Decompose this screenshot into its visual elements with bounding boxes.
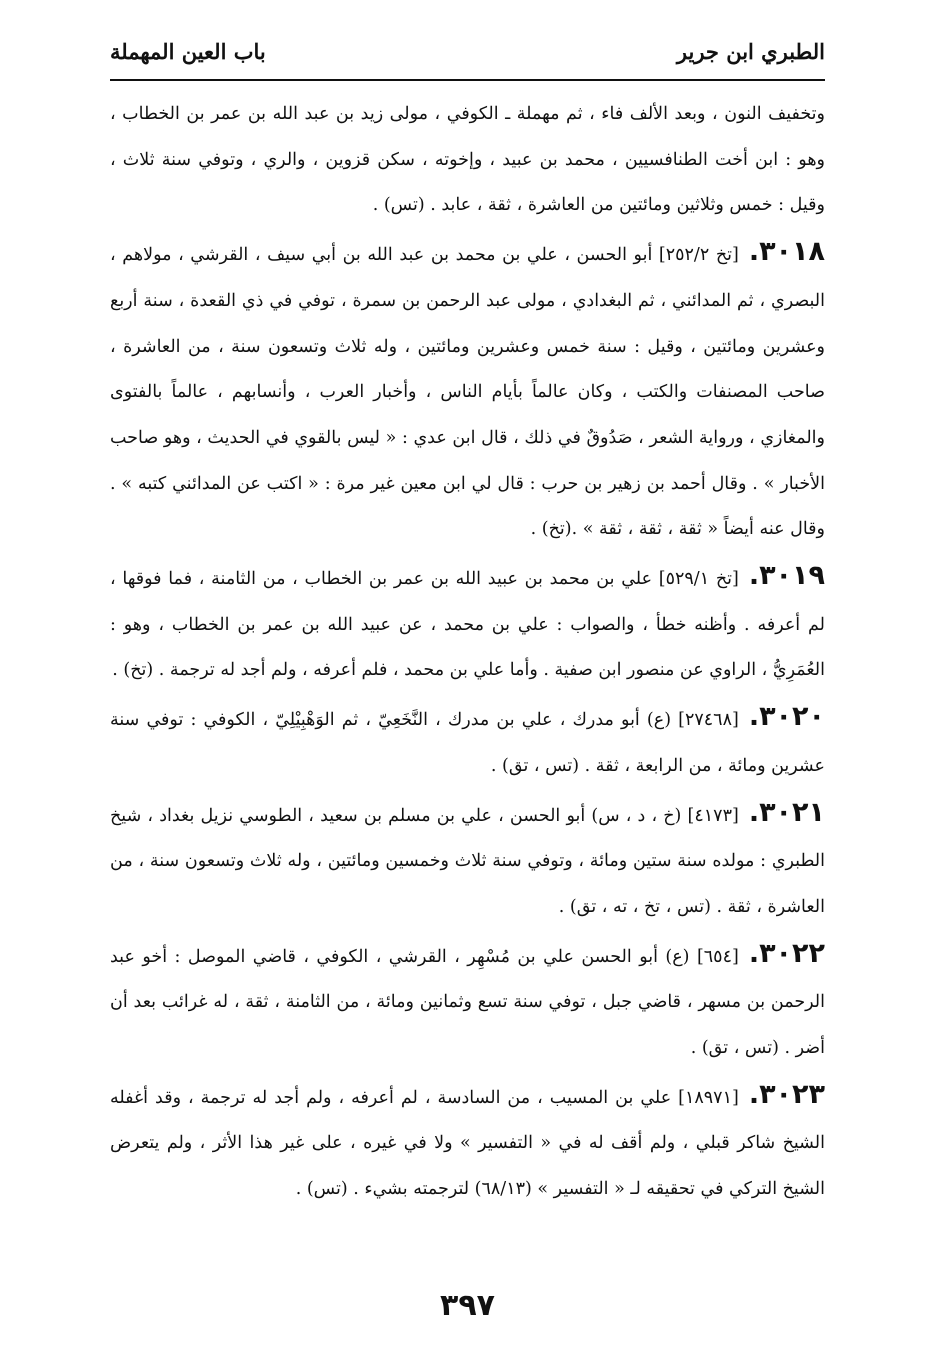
entry-text: [٢٧٤٦٨] (ع) أبو مدرك ، علي بن مدرك ، النَّخَعِيّ ، ثم الوَهْبِيْلِيّ ، الكوفي : توفي سنة عشرين ومائة ، من الرابعة ، ثقة . (تس ، تق) .: [110, 710, 825, 776]
header-chapter-title: باب العين المهملة: [110, 38, 266, 64]
entry-text: [٤١٧٣] (خ ، د ، س) أبو الحسن ، علي بن مسلم بن سعيد ، الطوسي نزيل بغداد ، شيخ الطبري : مولده سنة ستين ومائة ، وتوفي سنة ثلاث وخمسين ومائتين ، وله ثلاث وتسعون سنة ، من العاشرة ، ثقة . (تس ، تخ ، ته ، تق) .: [110, 805, 825, 917]
intro-paragraph: وتخفيف النون ، وبعد الألف فاء ، ثم مهملة ـ الكوفي ، مولى زيد بن عبد الله بن عمر بن الخطاب ، وهو : ابن أخت الطنافسيين ، محمد بن عبيد ، وإخوته ، سكن قزوين ، والري ، وتوفي سنة ثلاث ، وقيل : خمس وثلاثين ومائتين من العاشرة ، ثقة ، عابد . (تس) .: [110, 104, 825, 216]
running-header: [110, 28, 825, 74]
entry-text: [١٨٩٧١] علي بن المسيب ، من السادسة ، لم أعرفه ، ولم أجد له ترجمة ، وقد أغفله الشيخ شاكر قبلي ، ولم أقف له في « التفسير » ولا في غيره ، على غير هذا الأثر ، ولم يتعرض الشيخ التركي في تحقيقه لـ « التفسير » (٦٨/١٣) لترجمته بشيء . (تس) .: [110, 1087, 825, 1200]
entry-number: ٣٠٢١.: [748, 796, 825, 828]
entry-3018: [110, 229, 825, 553]
entry-3022: [110, 931, 825, 1072]
entry-number: ٣٠١٩.: [748, 560, 825, 592]
page-body: [110, 92, 825, 1213]
header-book-title: الطبري ابن جرير: [676, 38, 825, 64]
entry-3021: [110, 790, 825, 931]
entry-3020: [110, 694, 825, 789]
entry-number: ٣٠٢٠.: [748, 701, 825, 733]
entry-number: ٣٠١٨.: [748, 236, 825, 268]
header-rule: [110, 79, 825, 81]
entry-text: [٦٥٤] (ع) أبو الحسن علي بن مُسْهِر ، القرشي ، الكوفي ، قاضي الموصل : أخو عبد الرحمن بن مسهر ، قاضي جبل ، توفي سنة تسع وثمانين ومائة ، من الثامنة ، ثقة ، له غرائب بعد أن أضر . (تس ، تق) .: [110, 946, 825, 1059]
entry-number: ٣٠٢٣.: [748, 1078, 825, 1110]
page-number: ٣٩٧: [440, 1288, 495, 1323]
entry-text: [تخ ٢٥٢/٢] أبو الحسن ، علي بن محمد بن عبد الله بن أبي سيف ، القرشي ، مولاهم ، البصري ، ثم المدائني ، ثم البغدادي ، مولى عبد الرحمن بن سمرة ، توفي في ذي القعدة ، سنة أربع وعشرين ومائتين ، وقيل : سنة خمس وعشرين ومائتين ، وله ثلاث وتسعون سنة ، من العاشرة ، صاحب المصنفات والكتب ، وكان عالماً بأيام الناس ، وأخبار العرب ، وأنسابهم ، عالماً بالفتوى والمغازي ، ورواية الشعر ، صَدُوقٌ في ذلك ، قال ابن عدي : « ليس بالقوي في الحديث ، وهو صاحب الأخبار » . وقال أحمد بن زهير بن حرب : قال لي ابن معين غير مرة : « اكتب عن المدائني كتبه » . وقال عنه أيضاً « ثقة ، ثقة ، ثقة » .(تخ) .: [110, 245, 825, 540]
entry-number: ٣٠٢٢.: [748, 937, 825, 969]
entry-3023: [110, 1072, 825, 1213]
entry-text: [تخ ٥٢٩/١] علي بن محمد بن عبيد الله بن عمر بن الخطاب ، من الثامنة ، فما فوقها ، لم أعرفه . وأظنه خطأ ، والصواب : علي بن محمد ، عن عبيد الله بن عمر بن الخطاب ، وهو : العُمَرِيُّ ، الراوي عن منصور ابن صفية . وأما علي بن محمد ، فلم أعرفه ، ولم أجد له ترجمة . (تخ) .: [110, 569, 825, 681]
entry-3019: [110, 553, 825, 694]
